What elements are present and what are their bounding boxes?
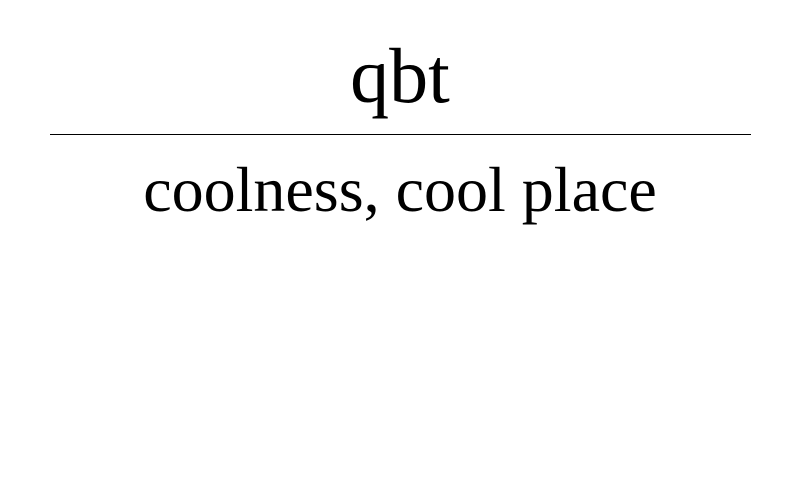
divider-line — [50, 134, 751, 135]
term-text: qbt — [350, 32, 450, 119]
definition-text: coolness, cool place — [143, 154, 657, 225]
